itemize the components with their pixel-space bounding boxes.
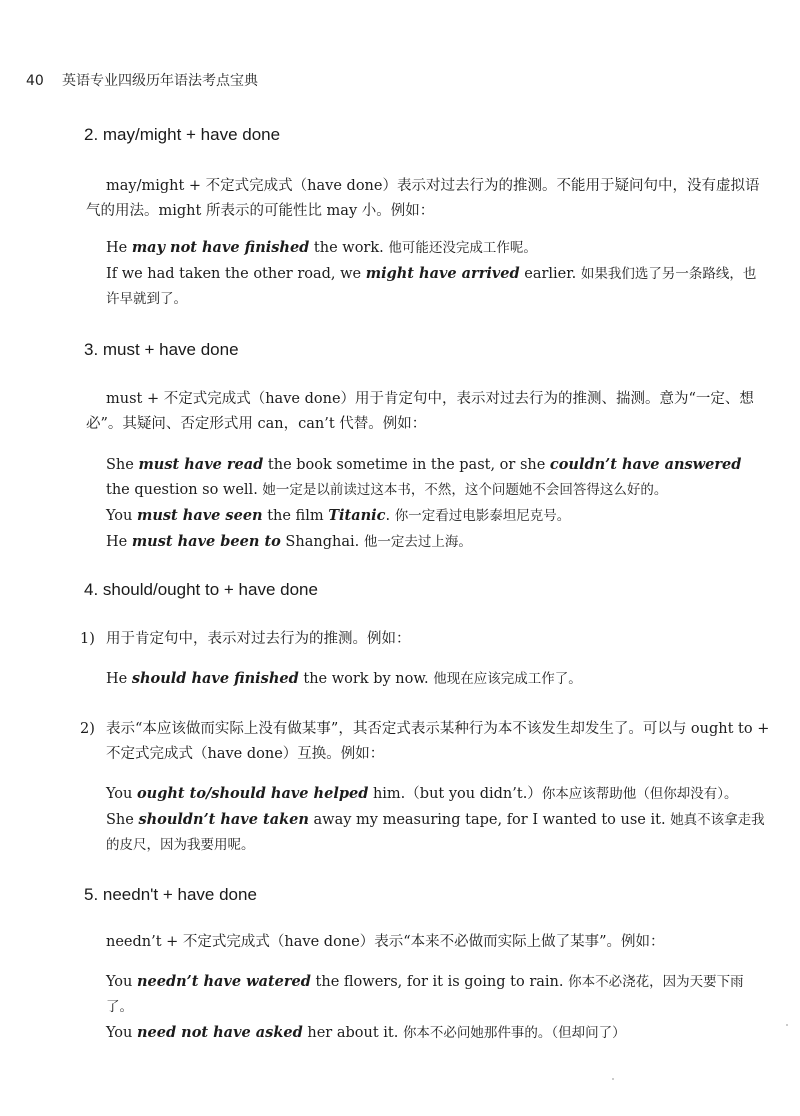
example-sentence: You needn’t have watered the flowers, for it is going to rain. 你本不必浇花，因为天要下雨了。	[106, 973, 744, 1015]
key-phrase: may not have finished	[131, 239, 310, 256]
item-text: 用于肯定句中，表示对过去行为的推测。例如：	[106, 631, 411, 647]
section-4-item-2	[80, 717, 770, 767]
chinese-translation: 他可能还没完成工作呢。	[388, 240, 537, 256]
section-3-examples	[106, 452, 766, 555]
chinese-translation: 你本应该帮助他（但你却没有）。	[541, 786, 738, 802]
section-5-examples	[106, 969, 766, 1046]
page-header	[26, 70, 258, 90]
chinese-translation: 他一定去过上海。	[363, 534, 472, 550]
section-3-title: 3. must + have done	[84, 340, 239, 359]
film-title: Titanic	[328, 507, 386, 524]
example-sentence: She shouldn’t have taken away my measuring tape, for I wanted to use it. 她真不该拿走我的皮尺，因为我要用呢。	[106, 811, 765, 853]
key-phrase: must have been to	[131, 533, 281, 550]
example-sentence: You must have seen the film Titanic. 你一定看过电影泰坦尼克号。	[106, 507, 571, 524]
key-phrase: might have arrived	[365, 265, 520, 282]
section-4-title: 4. should/ought to + have done	[84, 580, 318, 599]
key-phrase: couldn’t have answered	[549, 456, 742, 473]
section-4-item-1-examples	[106, 666, 766, 692]
item-label: 2)	[80, 721, 95, 737]
section-4-item-2-examples	[106, 781, 766, 858]
chinese-translation: 她一定是以前读过这本书，不然，这个问题她不会回答得这么好的。	[262, 482, 668, 498]
example-sentence: He must have been to Shanghai. 他一定去过上海。	[106, 533, 472, 550]
section-2-description: may/might + 不定式完成式（have done）表示对过去行为的推测。不能用于疑问句中，没有虚拟语气的用法。might 所表示的可能性比 may 小。例如：	[86, 178, 760, 219]
key-phrase: must have seen	[137, 507, 263, 524]
section-5-description: needn’t + 不定式完成式（have done）表示“本来不必做而实际上做了某事”。例如：	[106, 934, 665, 950]
key-phrase: should have finished	[131, 670, 299, 687]
section-3-description: must + 不定式完成式（have done）用于肯定句中，表示对过去行为的推测、揣测。意为“一定、想必”。其疑问、否定形式用 can，can’t 代替。例如：	[86, 391, 754, 432]
key-phrase: must have read	[138, 456, 264, 473]
example-sentence: He should have finished the work by now. 他现在应该完成工作了。	[106, 670, 582, 687]
example-sentence: You ought to/should have helped him.（but you didn’t.）你本应该帮助他（但你却没有）。	[106, 785, 738, 802]
scan-speck	[612, 1078, 614, 1080]
chinese-translation: 如果我们选了另一条路线，也许早就到了。	[106, 266, 757, 307]
item-label: 1)	[80, 631, 95, 647]
chinese-translation: 你一定看过电影泰坦尼克号。	[394, 508, 571, 524]
chinese-translation: 你本不必问她那件事的。（但却问了）	[402, 1025, 626, 1041]
book-title: 英语专业四级历年语法考点宝典	[62, 73, 258, 89]
section-2-title: 2. may/might + have done	[84, 125, 281, 144]
chinese-translation: 他现在应该完成工作了。	[433, 671, 582, 687]
example-sentence: You need not have asked her about it. 你本不必问她那件事的。（但却问了）	[106, 1024, 626, 1041]
key-phrase: shouldn’t have taken	[138, 811, 309, 828]
item-text: 表示“本应该做而实际上没有做某事”，其否定式表示某种行为本不该发生却发生了。可以与 ought to + 不定式完成式（have done）互换。例如：	[106, 721, 770, 762]
example-sentence: He may not have finished the work. 他可能还没完成工作呢。	[106, 239, 537, 256]
section-5-title: 5. needn't + have done	[84, 885, 257, 904]
example-sentence: If we had taken the other road, we might have arrived earlier. 如果我们选了另一条路线，也许早就到了。	[106, 265, 757, 307]
chinese-translation: 她真不该拿走我的皮尺，因为我要用呢。	[106, 812, 765, 853]
example-sentence: She must have read the book sometime in the past, or she couldn’t have answered the question so well. 她一定是以前读过这本书，不然，这个问题她不会回答得这么好的。	[106, 456, 742, 498]
page-number: 40	[26, 73, 44, 89]
section-4-item-1	[80, 627, 770, 652]
key-phrase: need not have asked	[137, 1024, 303, 1041]
key-phrase: ought to/should have helped	[137, 785, 369, 802]
scan-speck	[786, 1024, 788, 1026]
key-phrase: needn’t have watered	[137, 973, 311, 990]
chinese-translation: 你本不必浇花，因为天要下雨了。	[106, 974, 744, 1015]
section-2-examples	[106, 235, 766, 312]
